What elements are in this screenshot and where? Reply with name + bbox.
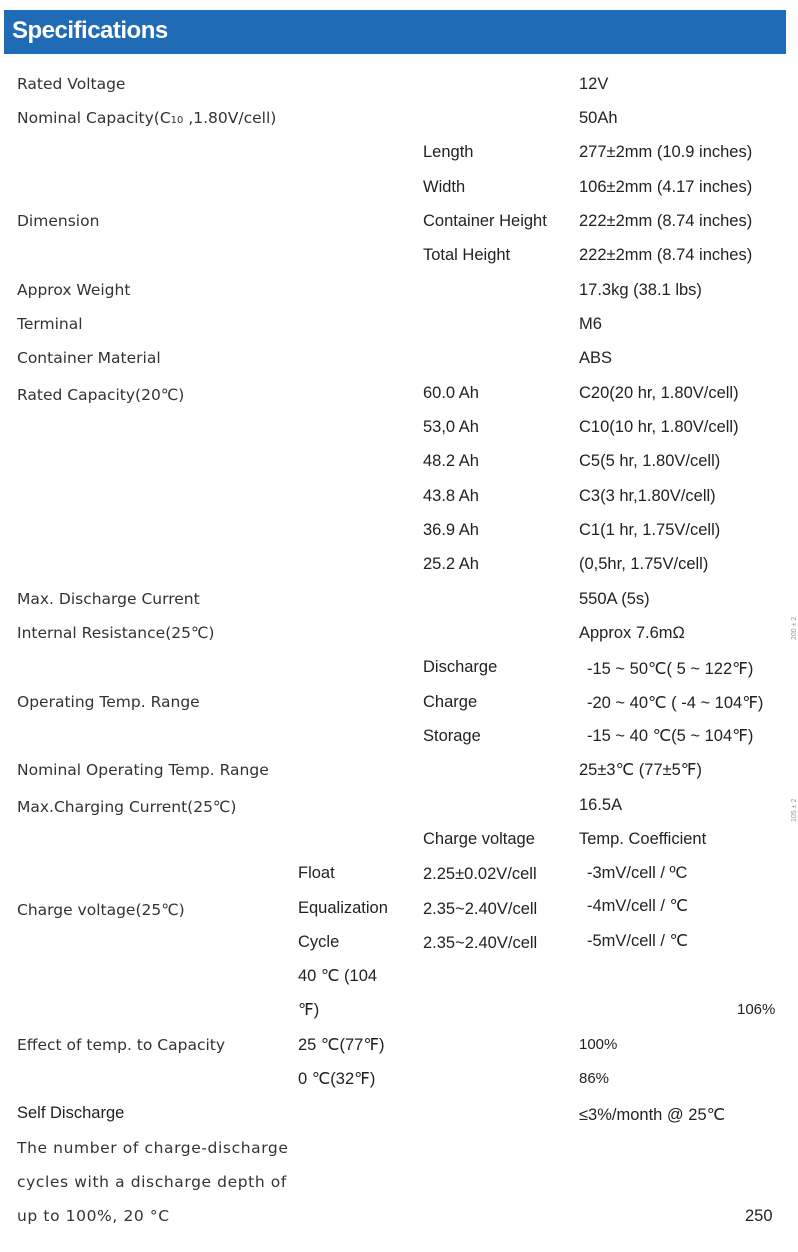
operating-temp-discharge-value: -15 ~ 50℃( 5 ~ 122℉)	[587, 660, 754, 678]
section-header	[4, 10, 786, 54]
cycles-label-line1: The number of charge-discharge	[17, 1139, 289, 1157]
temp-coefficient-float: -3mV/cell / ºC	[587, 864, 688, 882]
rated-capacity-amount: 36.9 Ah	[423, 521, 479, 539]
rated-capacity-rate: C1(1 hr, 1.75V/cell)	[579, 521, 721, 539]
temp-effect-40-line2: ℉)	[298, 1001, 320, 1019]
operating-temp-charge-label: Charge	[423, 693, 478, 711]
temp-effect-25-value: 100%	[579, 1036, 618, 1053]
container-material-value: ABS	[579, 349, 613, 367]
max-charging-current-value: 16.5A	[579, 796, 623, 814]
charge-voltage-column-header: Charge voltage	[423, 830, 535, 848]
operating-temp-storage-label: Storage	[423, 727, 481, 745]
terminal-label: Terminal	[17, 315, 83, 333]
dimension-width-value: 106±2mm (4.17 inches)	[579, 178, 753, 196]
internal-resistance-label: Internal Resistance(25℃)	[17, 624, 215, 642]
temp-effect-25: 25 ℃(77℉)	[298, 1036, 385, 1054]
dimension-width-label: Width	[423, 178, 466, 196]
rated-capacity-amount: 53,0 Ah	[423, 418, 479, 436]
operating-temp-charge-value: -20 ~ 40℃ ( -4 ~ 104℉)	[587, 694, 764, 712]
temp-effect-40-value: 106%	[737, 1001, 776, 1018]
max-charging-current-label: Max.Charging Current(25℃)	[17, 798, 237, 816]
cycles-value: 250	[745, 1207, 773, 1225]
side-mark: 105 ± 2	[791, 798, 798, 822]
max-discharge-value: 550A (5s)	[579, 590, 650, 608]
self-discharge-value: ≤3%/month @ 25℃	[579, 1106, 726, 1124]
charge-mode-float: Float	[298, 864, 335, 882]
internal-resistance-value: Approx 7.6mΩ	[579, 624, 685, 642]
rated-capacity-amount: 25.2 Ah	[423, 555, 479, 573]
max-discharge-label: Max. Discharge Current	[17, 590, 200, 608]
dimension-length-value: 277±2mm (10.9 inches)	[579, 143, 753, 161]
charge-voltage-equalization: 2.35~2.40V/cell	[423, 900, 538, 918]
operating-temp-discharge-label: Discharge	[423, 658, 498, 676]
rated-capacity-label: Rated Capacity(20℃)	[17, 386, 185, 404]
nominal-operating-temp-label: Nominal Operating Temp. Range	[17, 761, 269, 779]
temp-effect-40-line1: 40 ℃ (104	[298, 967, 378, 985]
charge-voltage-label: Charge voltage(25℃)	[17, 901, 185, 919]
approx-weight-value: 17.3kg (38.1 lbs)	[579, 281, 702, 299]
nominal-capacity-value: 50Ah	[579, 109, 618, 127]
charge-mode-equalization: Equalization	[298, 899, 388, 917]
dimension-total-height-label: Total Height	[423, 246, 511, 264]
charge-voltage-float: 2.25±0.02V/cell	[423, 865, 537, 883]
charge-mode-cycle: Cycle	[298, 933, 340, 951]
container-material-label: Container Material	[17, 349, 161, 367]
rated-capacity-rate: (0,5hr, 1.75V/cell)	[579, 555, 709, 573]
operating-temp-storage-value: -15 ~ 40 ℃(5 ~ 104℉)	[587, 727, 754, 745]
temp-effect-0: 0 ℃(32℉)	[298, 1070, 376, 1088]
dimension-container-height-label: Container Height	[423, 212, 547, 230]
operating-temp-label: Operating Temp. Range	[17, 693, 200, 711]
rated-voltage-value: 12V	[579, 75, 609, 93]
nominal-operating-temp-value: 25±3℃ (77±5℉)	[579, 761, 702, 779]
temp-effect-label: Effect of temp. to Capacity	[17, 1036, 226, 1054]
rated-voltage-label: Rated Voltage	[17, 75, 126, 93]
rated-capacity-rate: C20(20 hr, 1.80V/cell)	[579, 384, 739, 402]
dimension-label: Dimension	[17, 212, 100, 230]
temp-coefficient-column-header: Temp. Coefficient	[579, 830, 707, 848]
cycles-label-line3: up to 100%, 20 °C	[17, 1207, 170, 1225]
temp-coefficient-cycle: -5mV/cell / ℃	[587, 932, 689, 950]
dimension-total-height-value: 222±2mm (8.74 inches)	[579, 246, 753, 264]
dimension-length-label: Length	[423, 143, 474, 161]
rated-capacity-amount: 43.8 Ah	[423, 487, 479, 505]
rated-capacity-amount: 48.2 Ah	[423, 452, 479, 470]
rated-capacity-amount: 60.0 Ah	[423, 384, 479, 402]
rated-capacity-rate: C10(10 hr, 1.80V/cell)	[579, 418, 739, 436]
approx-weight-label: Approx Weight	[17, 281, 131, 299]
nominal-capacity-label: Nominal Capacity(C10 ,1.80V/cell)	[17, 109, 277, 127]
dimension-container-height-value: 222±2mm (8.74 inches)	[579, 212, 753, 230]
section-title: Specifications	[12, 17, 168, 44]
temp-coefficient-equalization: -4mV/cell / ℃	[587, 897, 689, 915]
side-mark: 200 ± 2	[791, 616, 798, 640]
rated-capacity-rate: C5(5 hr, 1.80V/cell)	[579, 452, 721, 470]
cycles-label-line2: cycles with a discharge depth of	[17, 1173, 287, 1191]
temp-effect-0-value: 86%	[579, 1070, 610, 1087]
rated-capacity-rate: C3(3 hr,1.80V/cell)	[579, 487, 716, 505]
self-discharge-label: Self Discharge	[17, 1104, 125, 1122]
charge-voltage-cycle: 2.35~2.40V/cell	[423, 934, 538, 952]
terminal-value: M6	[579, 315, 602, 333]
